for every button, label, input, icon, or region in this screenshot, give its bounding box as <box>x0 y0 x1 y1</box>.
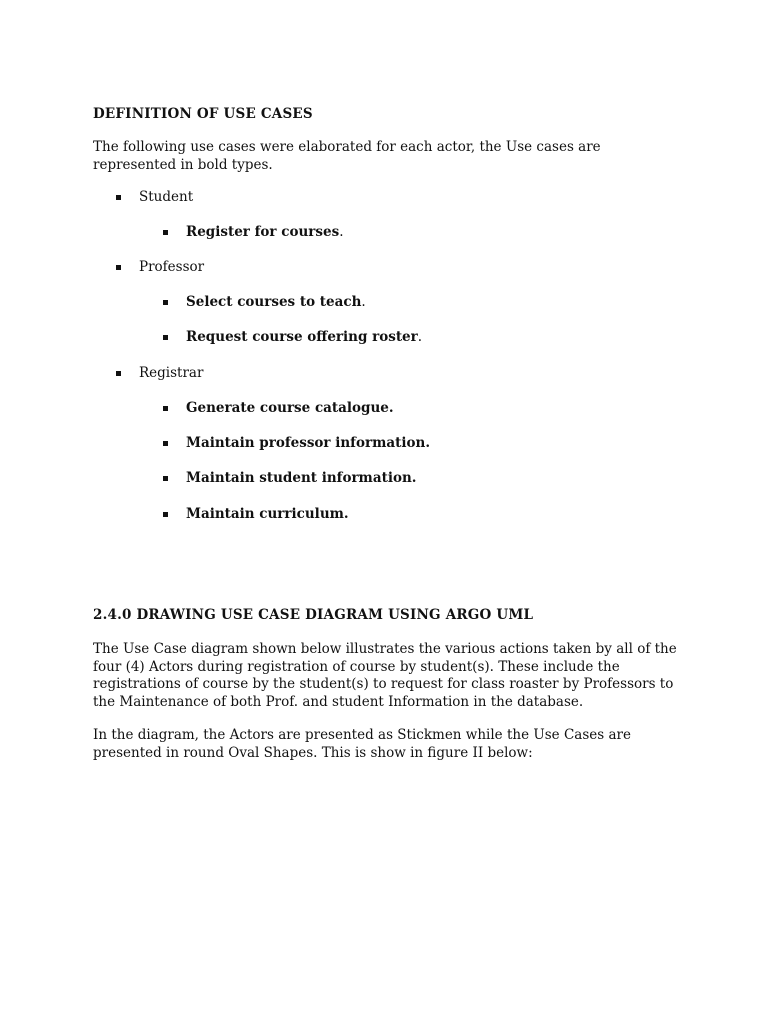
actor-item-registrar <box>116 364 203 382</box>
actor-label: Registrar <box>139 365 204 381</box>
intro-paragraph: The following use cases were elaborated for each actor, the Use cases are represented in bold types. <box>93 139 601 173</box>
use-case-item <box>163 328 422 346</box>
use-case-label: Generate course catalogue. <box>186 400 394 416</box>
use-case-label: Maintain professor information. <box>186 435 431 451</box>
use-case-item <box>163 399 394 417</box>
use-case-item <box>163 223 343 241</box>
actor-item-student <box>116 188 193 206</box>
actor-item-professor <box>116 258 204 276</box>
use-case-label: Maintain curriculum. <box>186 506 349 522</box>
actor-label: Professor <box>139 259 205 275</box>
actor-label: Student <box>139 189 194 205</box>
use-case-suffix: . <box>339 224 344 240</box>
diagram-shapes-paragraph: In the diagram, the Actors are presented as Stickmen while the Use Cases are presented in round Oval Shapes. This is show in figure II below: <box>93 727 631 761</box>
use-case-item <box>163 469 416 487</box>
use-case-suffix: . <box>361 294 366 310</box>
use-case-item <box>163 293 366 311</box>
square-bullet-icon <box>163 476 168 481</box>
square-bullet-icon <box>116 195 121 200</box>
diagram-description-paragraph: The Use Case diagram shown below illustrates the various actions taken by all of the four (4) Actors during registration of course by student(s). These include the registrations of course by the student(s) to request for class roaster by Professors to the Maintenance of both Prof. and student Information in the database. <box>93 641 677 710</box>
use-case-label: Select courses to teach <box>186 294 362 310</box>
square-bullet-icon <box>163 512 168 517</box>
section-heading-argo-uml: 2.4.0 DRAWING USE CASE DIAGRAM USING ARGO UML <box>93 607 534 623</box>
square-bullet-icon <box>163 335 168 340</box>
square-bullet-icon <box>116 265 121 270</box>
use-case-item <box>163 434 430 452</box>
square-bullet-icon <box>163 300 168 305</box>
use-case-label: Request course offering roster <box>186 329 418 345</box>
square-bullet-icon <box>116 371 121 376</box>
section-heading-definition: DEFINITION OF USE CASES <box>93 106 313 122</box>
use-case-label: Maintain student information. <box>186 470 417 486</box>
square-bullet-icon <box>163 406 168 411</box>
square-bullet-icon <box>163 230 168 235</box>
use-case-suffix: . <box>417 329 423 345</box>
use-case-label: Register for courses <box>186 224 340 240</box>
use-case-item <box>163 505 349 523</box>
square-bullet-icon <box>163 441 168 446</box>
